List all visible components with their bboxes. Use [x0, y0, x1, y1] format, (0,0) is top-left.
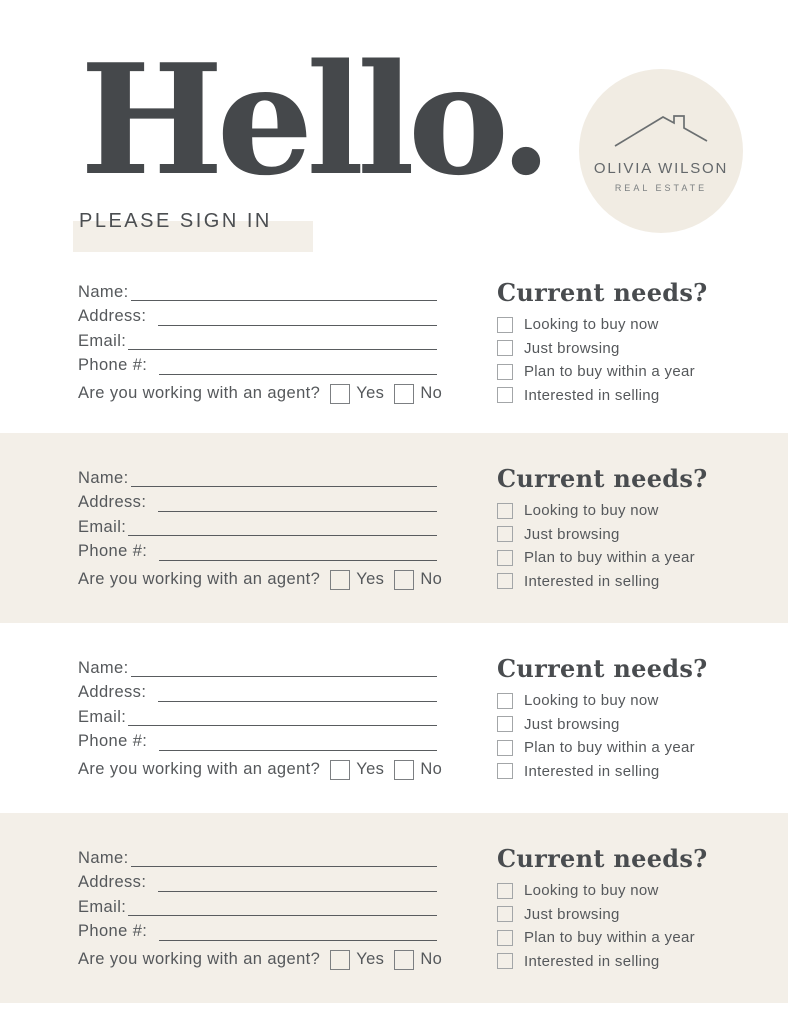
need-checkbox[interactable] — [497, 573, 513, 589]
need-item — [497, 549, 708, 566]
needs-list — [497, 502, 708, 590]
need-checkbox[interactable] — [497, 526, 513, 542]
write-line[interactable] — [159, 355, 437, 375]
agent-question: Are you working with an agent? — [78, 760, 321, 778]
need-label: Interested in selling — [524, 952, 660, 970]
agent-yes-checkbox[interactable] — [330, 950, 350, 970]
field-label: Email: — [78, 897, 127, 916]
field-label: Name: — [78, 848, 129, 867]
needs-column — [497, 844, 708, 976]
field-row-name — [78, 847, 437, 867]
field-row-phone — [78, 731, 437, 751]
need-label: Looking to buy now — [524, 882, 659, 899]
logo-tagline: REAL ESTATE — [614, 182, 708, 193]
agent-question: Are you working with an agent? — [78, 570, 321, 588]
need-label: Just browsing — [524, 715, 620, 733]
field-row-name — [78, 657, 437, 677]
need-item — [497, 929, 708, 946]
agent-yes-checkbox[interactable] — [330, 384, 350, 404]
needs-column — [497, 464, 708, 596]
agent-no-label: No — [420, 760, 443, 778]
need-item — [497, 953, 708, 970]
need-checkbox[interactable] — [497, 550, 513, 566]
agent-row — [78, 570, 443, 590]
write-line[interactable] — [159, 541, 437, 561]
fields-column — [78, 281, 443, 404]
agent-yes-checkbox[interactable] — [330, 570, 350, 590]
write-line[interactable] — [159, 731, 437, 751]
field-row-phone — [78, 921, 437, 941]
field-row-phone — [78, 355, 437, 375]
need-label: Plan to buy within a year — [524, 929, 695, 946]
field-row-email — [78, 330, 437, 350]
logo-name: OLIVIA WILSON — [593, 159, 729, 177]
agent-no-checkbox[interactable] — [394, 760, 414, 780]
needs-title: Current needs? — [497, 464, 708, 493]
write-line[interactable] — [131, 847, 437, 867]
fields-column — [78, 657, 443, 780]
field-row-address — [78, 682, 437, 702]
field-label: Email: — [78, 517, 127, 536]
agent-no-label: No — [420, 384, 443, 402]
need-checkbox[interactable] — [497, 906, 513, 922]
signin-section — [0, 433, 788, 623]
needs-title: Current needs? — [497, 844, 708, 873]
need-checkbox[interactable] — [497, 364, 513, 380]
agent-row — [78, 950, 443, 970]
need-label: Looking to buy now — [524, 316, 659, 333]
need-checkbox[interactable] — [497, 716, 513, 732]
need-label: Looking to buy now — [524, 692, 659, 709]
agent-question: Are you working with an agent? — [78, 384, 321, 402]
logo-badge — [579, 69, 743, 233]
agent-yes-label: Yes — [356, 950, 385, 968]
need-label: Plan to buy within a year — [524, 549, 695, 566]
field-row-email — [78, 896, 437, 916]
write-line[interactable] — [128, 516, 437, 536]
need-item — [497, 692, 708, 709]
field-row-name — [78, 467, 437, 487]
need-item — [497, 573, 708, 590]
need-label: Interested in selling — [524, 386, 660, 404]
signin-section — [0, 623, 788, 813]
agent-no-checkbox[interactable] — [394, 384, 414, 404]
write-line[interactable] — [158, 682, 437, 702]
page-title: Hello. — [80, 30, 546, 209]
need-checkbox[interactable] — [497, 387, 513, 403]
need-label: Just browsing — [524, 339, 620, 357]
need-item — [497, 340, 708, 357]
agent-no-checkbox[interactable] — [394, 570, 414, 590]
need-item — [497, 739, 708, 756]
needs-title: Current needs? — [497, 654, 708, 683]
needs-column — [497, 654, 708, 786]
field-row-name — [78, 281, 437, 301]
field-label: Phone #: — [78, 922, 148, 940]
needs-title: Current needs? — [497, 278, 708, 307]
agent-yes-label: Yes — [356, 760, 385, 778]
fields-column — [78, 467, 443, 590]
need-item — [497, 882, 708, 899]
agent-row — [78, 384, 443, 404]
write-line[interactable] — [131, 281, 437, 301]
field-row-address — [78, 872, 437, 892]
field-row-email — [78, 706, 437, 726]
need-checkbox[interactable] — [497, 883, 513, 899]
field-label: Name: — [78, 658, 129, 677]
write-line[interactable] — [131, 657, 437, 677]
field-label: Phone #: — [78, 542, 148, 560]
need-checkbox[interactable] — [497, 317, 513, 333]
need-label: Just browsing — [524, 905, 620, 923]
need-item — [497, 763, 708, 780]
need-label: Just browsing — [524, 525, 620, 543]
need-label: Looking to buy now — [524, 502, 659, 519]
write-line[interactable] — [128, 896, 437, 916]
need-label: Interested in selling — [524, 572, 660, 590]
signin-section — [0, 247, 788, 433]
field-label: Phone #: — [78, 356, 148, 374]
need-item — [497, 363, 708, 380]
field-label: Address: — [78, 683, 147, 701]
field-label: Address: — [78, 873, 147, 891]
write-line[interactable] — [158, 306, 437, 326]
agent-yes-label: Yes — [356, 384, 385, 402]
signin-section — [0, 813, 788, 1003]
field-label: Phone #: — [78, 732, 148, 750]
house-roof-icon — [611, 104, 711, 152]
agent-no-label: No — [420, 950, 443, 968]
field-label: Name: — [78, 282, 129, 301]
need-item — [497, 387, 708, 404]
need-checkbox[interactable] — [497, 740, 513, 756]
sections-container — [0, 247, 788, 1003]
agent-yes-checkbox[interactable] — [330, 760, 350, 780]
agent-no-checkbox[interactable] — [394, 950, 414, 970]
field-row-address — [78, 306, 437, 326]
write-line[interactable] — [128, 706, 437, 726]
fields-column — [78, 847, 443, 970]
field-label: Email: — [78, 707, 127, 726]
write-line[interactable] — [158, 492, 437, 512]
need-label: Plan to buy within a year — [524, 363, 695, 380]
need-label: Plan to buy within a year — [524, 739, 695, 756]
need-item — [497, 526, 708, 543]
field-row-address — [78, 492, 437, 512]
need-checkbox[interactable] — [497, 340, 513, 356]
agent-row — [78, 760, 443, 780]
need-checkbox[interactable] — [497, 763, 513, 779]
needs-list — [497, 692, 708, 780]
needs-column — [497, 278, 708, 410]
field-label: Address: — [78, 307, 147, 325]
need-checkbox[interactable] — [497, 930, 513, 946]
agent-no-label: No — [420, 570, 443, 588]
field-label: Email: — [78, 331, 127, 350]
need-checkbox[interactable] — [497, 693, 513, 709]
need-item — [497, 316, 708, 333]
needs-list — [497, 882, 708, 970]
field-row-email — [78, 516, 437, 536]
need-label: Interested in selling — [524, 762, 660, 780]
agent-yes-label: Yes — [356, 570, 385, 588]
signin-subtitle: PLEASE SIGN IN — [79, 210, 272, 232]
agent-question: Are you working with an agent? — [78, 950, 321, 968]
write-line[interactable] — [158, 872, 437, 892]
write-line[interactable] — [159, 921, 437, 941]
need-checkbox[interactable] — [497, 953, 513, 969]
field-row-phone — [78, 541, 437, 561]
write-line[interactable] — [128, 330, 437, 350]
need-item — [497, 716, 708, 733]
field-label: Address: — [78, 493, 147, 511]
need-checkbox[interactable] — [497, 503, 513, 519]
field-label: Name: — [78, 468, 129, 487]
need-item — [497, 502, 708, 519]
need-item — [497, 906, 708, 923]
needs-list — [497, 316, 708, 404]
write-line[interactable] — [131, 467, 437, 487]
